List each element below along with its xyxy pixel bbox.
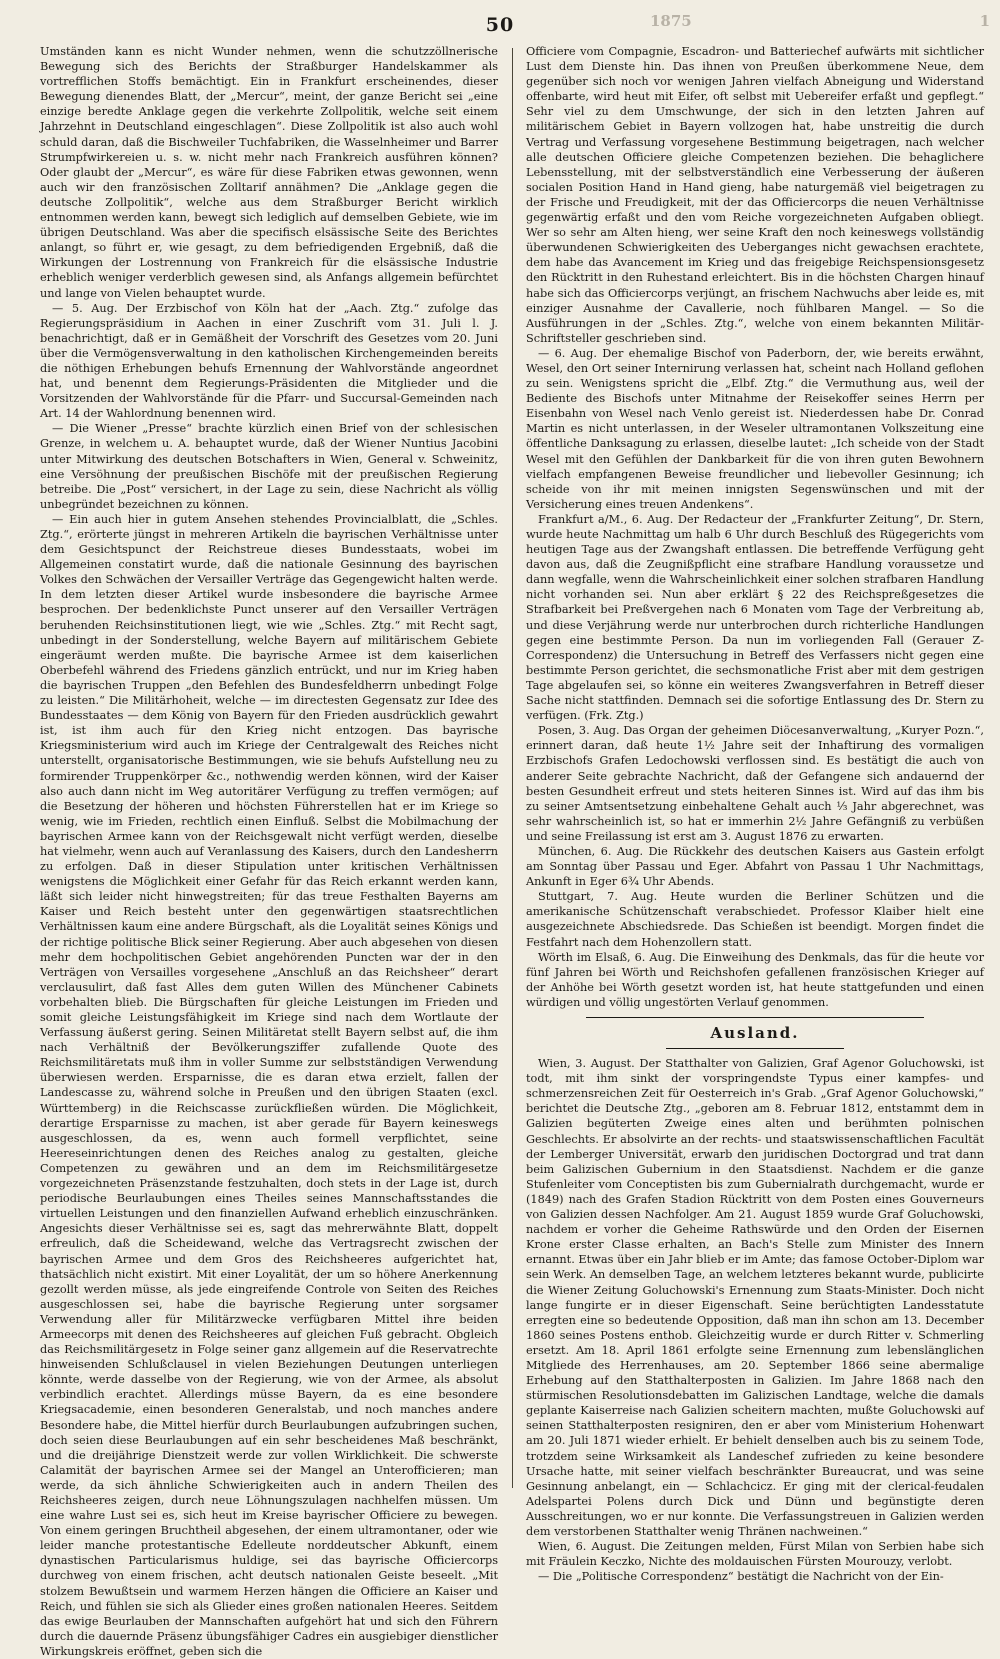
column-divider bbox=[512, 48, 513, 1488]
article-paragraph: Officiere vom Compagnie, Escadron- und Batteriechef aufwärts mit sichtlicher Lust dem Dienste hin. Das ihnen von Preußen überkommene Neue, dem gegenüber sich noch vor wenigen Jahren vielfach Abneigung und Widerstand offenbarte, wird heut mit Eifer, oft selbst mit Uebereifer erfaßt und gepflegt.“ Sehr viel zu dem Umschwunge, der sich in den letzten Jahren auf militärischem Gebiet in Bayern vollzogen hat, habe unstreitig die durch Vertrag und Verfassung vorgesehene Bestimmung beigetragen, nach welcher alle deutschen Officiere gleiche Competenzen beziehen. Die behaglichere Lebensstellung, mit der selbstverständlich eine Verbesserung der äußeren socialen Position Hand in Hand gieng, habe naturgemäß viel beigetragen zu der Frische und Freudigkeit, mit der das Officiercorps die neuen Verhältnisse gegenwärtig erfaßt und den vom Reiche vorgezeichneten Aufgaben obliegt. Wer so sehr am Alten hieng, wer seine Kraft den noch keineswegs vollständig überwundenen Schwierigkeiten des Ueberganges nicht gewachsen erachtete, dem habe das Avancement im Krieg und das freigebige Reichspensionsgesetz den Rücktritt in den Ruhestand erleichtert. Bis in die höchsten Chargen hinauf habe sich das Officiercorps verjüngt, an frischem Nachwuchs aber leide es, mit einziger Ausnahme der Cavallerie, noch fühlbaren Mangel. — So die Ausführungen in der „Schles. Ztg.“, welche von einem bekannten Militär-Schriftsteller geschrieben sind. bbox=[526, 45, 984, 345]
article-paragraph: München, 6. Aug. Die Rückkehr des deutschen Kaisers aus Gastein erfolgt am Sonntag über Passau und Eger. Abfahrt von Passau 1 Uhr Nachmittags, Ankunft in Eger 6¾ Uhr Abends. bbox=[526, 844, 984, 889]
page-number: 50 bbox=[485, 14, 515, 36]
section-heading-ausland: Ausland. bbox=[710, 1024, 800, 1042]
text-columns bbox=[40, 44, 984, 1658]
article-paragraph: Wien, 3. August. Der Statthalter von Galizien, Graf Agenor Goluchowski, ist todt, mit ihm sinkt der vorspringendste Typus einer kampfes- und schmerzensreichen Zeit für Oesterreich in's Grab. „Graf Agenor Goluchowski,“ berichtet die Deutsche Ztg., „geboren am 8. Februar 1812, entstammt dem in Galizien begüterten Zweige eines alten und berühmten polnischen Geschlechts. Er absolvirte an der rechts- und staatswissenschaftlichen Facultät der Lemberger Universität, erwarb den juridischen Doctorgrad und trat dann beim Galizischen Gubernium in den Staatsdienst. Nachdem er die ganze Stufenleiter vom Conceptisten bis zum Gubernialrath durchgemacht, wurde er (1849) nach des Grafen Stadion Rücktritt von dem Posten eines Gouverneurs von Galizien dessen Nachfolger. Am 21. August 1859 wurde Graf Goluchowski, nachdem er vorher die Geheime Rathswürde und den Orden der Eisernen Krone erster Classe erhalten, an Bach's Stelle zum Minister des Innern ernannt. Etwas über ein Jahr blieb er im Amte; das famose October-Diplom war sein Werk. An demselben Tage, an welchem letzteres bekannt wurde, publicirte die Wiener Zeitung Goluchowski's Ernennung zum Staats-Minister. Doch nicht lange fungirte er in dieser Eigenschaft. Seine berüchtigten Landesstatute erregten eine so bedeutende Opposition, daß man ihn schon am 13. December 1860 seines Postens enthob. Gleichzeitig wurde er durch Ritter v. Schmerling ersetzt. Am 18. April 1861 erfolgte seine Ernennung zum lebenslänglichen Mitgliede des Herrenhauses, am 20. September 1866 seine abermalige Erhebung auf den Statthalterposten in Galizien. Im Jahre 1868 nach den stürmischen Resolutionsdebatten im Galizischen Landtage, welche die damals geplante Kaiserreise nach Galizien scheitern machten, mußte Goluchowski auf seinen Statthalterposten resigniren, den er aber vom Ministerium Hohenwart am 20. Juli 1871 wieder erhielt. Er behielt denselben auch bis zu seinem Tode, trotzdem seine Wirksamkeit als Landeschef zufrieden zu keine besondere Ursache hatte, mit seiner vielfach beschränkter Bureaucrat, und was seine Gesinnung anbelangt, ein — Schlachcicz. Er ging mit der clerical-feudalen Adelspartei Polens durch Dick und Dünn und begünstigte deren Ausschreitungen, wo er nur konnte. Die Verfassungstreuen in Galizien werden dem verstorbenen Statthalter wenig Thränen nachweinen.“ bbox=[526, 1057, 984, 1538]
left-column bbox=[40, 44, 498, 1658]
bleed-through-text: 1875 bbox=[650, 12, 692, 30]
article-paragraph: Frankfurt a/M., 6. Aug. Der Redacteur der „Frankfurter Zeitung“, Dr. Stern, wurde heute Nachmittag um halb 6 Uhr durch Beschluß des Rügegerichts vom heutigen Tage aus der Zwangshaft entlassen. Die betreffende Verfügung geht davon aus, daß die Zeugnißpflicht eine strafbare Handlung voraussetze und dann wegfalle, wenn die Wahrscheinlichkeit einer solchen strafbaren Handlung nicht vorhanden sei. Nun aber erklärt § 22 des Reichspreßgesetzes die Strafbarkeit bei Preßvergehen nach 6 Monaten vom Tage der Verbreitung ab, und diese Verjährung werde nur unterbrochen durch richterliche Handlungen gegen eine bestimmte Person. Da nun im vorliegenden Fall (Gerauer Z-Correspondenz) die Untersuchung in Betreff des Verfassers nicht gegen eine bestimmte Person gerichtet, die sechsmonatliche Frist aber mit dem gestrigen Tage abgelaufen sei, so könne ein weiteres Zwangsverfahren in Betreff dieser Sache nicht stattfinden. Demnach sei die sofortige Entlassung des Dr. Stern zu verfügen. (Frk. Ztg.) bbox=[526, 512, 984, 723]
right-column bbox=[526, 44, 984, 1584]
article-paragraph: Umständen kann es nicht Wunder nehmen, wenn die schutzzöllnerische Bewegung sich des Berichts der Straßburger Handelskammer als vortrefflichen Stoffs bemächtigt. Ein in Frankfurt erscheinendes, dieser Bewegung dienendes Blatt, der „Mercur“, meint, der ganze Bericht sei „eine einzige beredte Anklage gegen die verkehrte Zollpolitik, welche seit einem Jahrzehnt in Deutschland eingeschlagen“. Diese Zollpolitik ist also auch wohl schuld daran, daß die Bischweiler Tuchfabriken, die Wasselnheimer und Barrer Strumpfwirkereien u. s. w. nicht mehr nach Frankreich ausführen können? Oder glaubt der „Mercur“, es wäre für diese Fabriken etwas gewonnen, wenn auch wir den französischen Zolltarif annähmen? Die „Anklage gegen die deutsche Zollpolitik“, welche aus dem Straßburger Bericht wirklich entnommen werden kann, bewegt sich lediglich auf demselben Gebiete, wie im übrigen Deutschland. Was aber die specifisch elsässische Seite des Berichtes anlangt, so führt er, wie gesagt, zu dem befriedigenden Ergebniß, daß die Wirkungen der Lostrennung von Frankreich für die elsässische Industrie erheblich weniger verderblich gewesen sind, als Anfangs allgemein befürchtet und lange von Vielen behauptet wurde. bbox=[40, 45, 498, 300]
section-rule bbox=[666, 1048, 844, 1049]
article-paragraph: Wien, 6. August. Die Zeitungen melden, Fürst Milan von Serbien habe sich mit Fräulein Keczko, Nichte des moldauischen Fürsten Mourouzy, verlobt. bbox=[526, 1540, 984, 1569]
section-rule bbox=[586, 1017, 924, 1018]
article-paragraph: — Die „Politische Correspondenz“ bestätigt die Nachricht von der Ein- bbox=[538, 1570, 944, 1584]
article-paragraph: — 5. Aug. Der Erzbischof von Köln hat der „Aach. Ztg.“ zufolge das Regierungspräsidium in Aachen in einer Zuschrift vom 31. Juli l. J. benachrichtigt, daß er in Gemäßheit der Vorschrift des Gesetzes vom 20. Juni über die Vermögensverwaltung in den katholischen Kirchengemeinden bereits die nöthigen Erhebungen behufs Ernennung der Wahlvorstände angeordnet hat, und benennt dem Regierungs-Präsidenten die Mitglieder und die Vorsitzenden der Wahlvorstände für die Pfarr- und Succursal-Gemeinden nach Art. 14 der Wahlordnung benennen wird. bbox=[40, 301, 498, 421]
article-paragraph: — Ein auch hier in gutem Ansehen stehendes Provincialblatt, die „Schles. Ztg.“, erörterte jüngst in mehreren Artikeln die bayrischen Verhältnisse unter dem Gesichtspunct der Reichstreue dieses Bundesstaats, wobei im Allgemeinen constatirt wurde, daß die nationale Gesinnung des bayrischen Volkes den Schwächen der Versailler Verträge das Gegengewicht halten werde. In dem letzten dieser Artikel wurde insbesondere die bayrische Armee besprochen. Der bedenklichste Punct unserer auf den Versailler Verträgen beruhenden Reichsinstitutionen liegt, wie wie „Schles. Ztg.“ mit Recht sagt, unbedingt in der Sonderstellung, welche Bayern auf militärischem Gebiete eingeräumt werden mußte. Die bayrische Armee ist dem kaiserlichen Oberbefehl während des Friedens gänzlich entrückt, und nur im Krieg haben die bayrischen Truppen „den Befehlen des Bundesfeldherrn unbedingt Folge zu leisten.“ Die Militärhoheit, welche — im directesten Gegensatz zur Idee des Bundesstaates — dem König von Bayern für den Frieden ausdrücklich gewahrt ist, ist ihm auch für den Krieg nicht entzogen. Das bayrische Kriegsministerium wird auch im Kriege der Centralgewalt des Reiches nicht unterstellt, organisatorische Bestimmungen, wie sie behufs Aufstellung neu zu formirender Truppenkörper &c., nothwendig werden können, wird der Kaiser also auch dann nicht im Weg autoritärer Verfügung zu treffen vermögen; auf die Besetzung der höheren und höchsten Führerstellen hat er im Kriege so wenig, wie im Frieden, rechtlich einen Einfluß. Selbst die Mobilmachung der bayrischen Armee kann von der Reichsgewalt nicht verfügt werden, dieselbe hat vielmehr, wenn auch auf Veranlassung des Kaisers, durch den Landesherrn zu erfolgen. Daß in dieser Stipulation unter kritischen Verhältnissen wenigstens die Möglichkeit einer Gefahr für das Reich erkannt werden kann, läßt sich leider nicht hinwegstreiten; für das treue Festhalten Bayerns am Kaiser und Reich besteht unter den gegenwärtigen staatsrechtlichen Verhältnissen kaum eine andere Bürgschaft, als die Loyalität seines Königs und der richtige politische Blick seiner Regierung. Aber auch abgesehen von diesen mehr dem hochpolitischen Gebiet angehörenden Puncten war der in den Verträgen von Versailles vorgesehene „Anschluß an das Reichsheer“ derart verclausulirt, daß fast Alles dem guten Willen des Münchener Cabinets vorbehalten blieb. Die Bürgschaften für gleiche Leistungen im Frieden und somit gleiche Leistungsfähigkeit im Kriege sind nach dem Wortlaute der Verfassung äußerst gering. Seinen Militäretat stellt Bayern selbst auf, die ihm nach Verhältniß der Bevölkerungsziffer zufallende Quote des Reichsmilitäretats muß ihm in voller Summe zur selbstständigen Verwendung überwiesen werden. Ersparnisse, die es daran etwa erzielt, fallen der Landescasse zu, während solche in Preußen und den übrigen Staaten (excl. Württemberg) in die Reichscasse zurückfließen würden. Die Möglichkeit, derartige Ersparnisse zu machen, ist aber gerade für Bayern keineswegs ausgeschlossen, da es, wenn auch formell verpflichtet, seine Heereseinrichtungen denen des Reiches analog zu gestalten, gleiche Competenzen zu gewähren und an dem im Reichsmilitärgesetze vorgezeichneten Präsenzstande festzuhalten, doch stets in der Lage ist, durch periodische Beurlaubungen eines Theiles seines Mannschaftsstandes die virtuellen Leistungen und den finanziellen Aufwand erheblich einzuschränken. Angesichts dieser Verhältnisse sei es, sagt das mehrerwähnte Blatt, doppelt erfreulich, daß die Scheidewand, welche das Vertragsrecht zwischen der bayrischen Armee und dem Gros des Reichsheeres aufgerichtet hat, thatsächlich nicht existirt. Mit einer Loyalität, der um so höhere Anerkennung gezollt werden müsse, als jede eingreifende Controle von Seiten des Reiches ausgeschlossen sei, habe die bayrische Regierung unter sorgsamer Verwendung aller für Militärzwecke verfügbaren Mittel ihre beiden Armeecorps mit denen des Reichsheeres auf gleichen Fuß gebracht. Obgleich das Reichsmilitärgesetz in Folge seiner ganz allgemein auf die Reservatrechte hinweisenden Schlußclausel in vielen Beziehungen Deutungen unterliegen könnte, werde dasselbe von der Regierung, wie von der Armee, als absolut verbindlich erachtet. Allerdings müsse Bayern, da es eine besondere Kriegsacademie, einen besonderen Generalstab, und noch manches andere Besondere habe, die Mittel hierfür durch Beurlaubungen aufzubringen suchen, doch seien diese Beurlaubungen auf ein sehr bescheidenes Maß beschränkt, und die dreijährige Dienstzeit werde zur vollen Wirklichkeit. Die schwerste Calamität der bayrischen Armee sei der Mangel an Unterofficieren; man werde, da sich ähnliche Schwierigkeiten auch in andern Theilen des Reichsheeres zeigen, durch neue Löhnungszulagen nachhelfen müssen. Um eine wahre Lust sei es, sich heut im Kreise bayrischer Officiere zu bewegen. Von einem geringen Bruchtheil abgesehen, der einem ultramontaner, oder wie leider manche protestantische Edelleute norddeutscher Abkunft, einem dynastischen Particularismus huldige, sei das bayrische Officiercorps durchweg von einem frischen, acht deutsch nationalen Geiste beseelt. „Mit stolzem Bewußtsein und warmem Herzen hängen die Officiere an Kaiser und Reich, und fühlen sie sich als Glieder eines großen nationalen Heeres. Seitdem das ewige Beurlauben der Mannschaften aufgehört hat und sich den Führern durch die dauernde Präsenz übungsfähiger Cadres ein ausgiebiger dienstlicher Wirkungskreis eröffnet, geben sich die bbox=[40, 512, 498, 1658]
article-paragraph: Stuttgart, 7. Aug. Heute wurden die Berliner Schützen und die amerikanische Schützenschaft verabschiedet. Professor Klaiber hielt eine ausgezeichnete Abschiedsrede. Das Schießen ist beendigt. Morgen findet die Festfahrt nach dem Hohenzollern statt. bbox=[526, 890, 984, 949]
bleed-through-text-right: 1 bbox=[979, 12, 990, 30]
article-paragraph: Wörth im Elsaß, 6. Aug. Die Einweihung des Denkmals, das für die heute vor fünf Jahren bei Wörth und Reichshofen gefallenen französischen Krieger auf der Anhöhe bei Wörth gesetzt worden ist, hat heute stattgefunden und einen würdigen und völlig ungestörten Verlauf genommen. bbox=[526, 950, 984, 1009]
article-paragraph: Posen, 3. Aug. Das Organ der geheimen Diöcesanverwaltung, „Kuryer Pozn.“, erinnert daran, daß heute 1½ Jahre seit der Inhaftirung des vormaligen Erzbischofs Grafen Ledochowski verflossen sind. Es bestätigt die auch von anderer Seite gebrachte Nachricht, daß der Gefangene sich andauernd der besten Gesundheit erfreut und stets heiteren Sinnes ist. Wird auf das ihm bis zu seiner Amtsentsetzung einbehaltene Gehalt auch ⅓ Jahr abgerechnet, was sehr wahrscheinlich ist, so hat er immerhin 2½ Jahre Gefängniß zu verbüßen und seine Freilassung ist erst am 3. August 1876 zu erwarten. bbox=[526, 724, 984, 843]
page-header bbox=[0, 4, 1000, 40]
article-paragraph: — Die Wiener „Presse“ brachte kürzlich einen Brief von der schlesischen Grenze, in welchem u. A. behauptet wurde, daß der Wiener Nuntius Jacobini unter Mitwirkung des deutschen Botschafters in Wien, General v. Schweinitz, eine Versöhnung der preußischen Bischöfe mit der preußischen Regierung betreibe. Die „Post“ versichert, in der Lage zu sein, diese Nachricht als völlig unbegründet bezeichnen zu können. bbox=[40, 422, 498, 511]
article-paragraph: — 6. Aug. Der ehemalige Bischof von Paderborn, der, wie bereits erwähnt, Wesel, den Ort seiner Internirung verlassen hat, scheint nach Holland geflohen zu sein. Wenigstens spricht die „Elbf. Ztg.“ die Vermuthung aus, weil der Bediente des Bischofs unter Mitnahme der Reisekoffer seines Herrn per Eisenbahn von Wesel nach Venlo gereist ist. Niederdessen habe Dr. Conrad Martin es nicht unterlassen, in der Weseler ultramontanen Volkszeitung eine öffentliche Danksagung zu erlassen, dieselbe lautet: „Ich scheide von der Stadt Wesel mit den Gefühlen der Dankbarkeit für die von ihren guten Bewohnern vielfach empfangenen Beweise freundlicher und liebevoller Gesinnung; ich scheide von ihr mit meinen innigsten Segenswünschen und mit der Versicherung eines treuen Andenkens“. bbox=[526, 346, 984, 511]
